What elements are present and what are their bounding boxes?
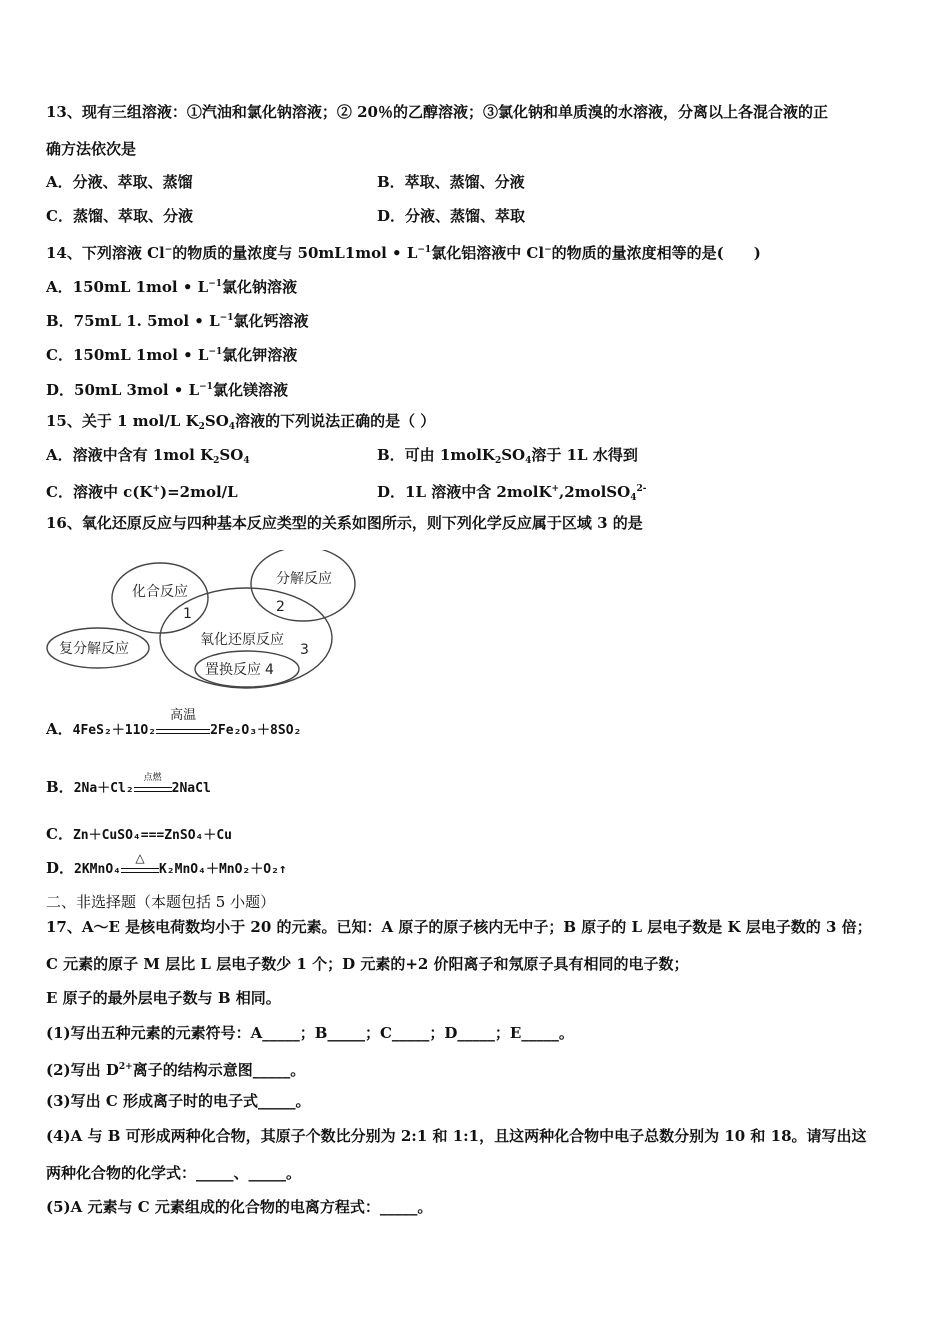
q16-option-b: B．2Na＋Cl₂ 点燃 2NaCl xyxy=(46,773,211,796)
q17-part5: (5)A 元素与 C 元素组成的化合物的电离方程式：_____。 xyxy=(46,1198,433,1216)
q17-part3: (3)写出 C 形成离子时的电子式_____。 xyxy=(46,1092,311,1110)
q17-stem-line1: 17、A～E 是核电荷数均小于 20 的元素。已知：A 原子的原子核内无中子；B 原子的 L 层电子数是 K 层电子数的 3 倍； xyxy=(46,918,872,936)
heat-condition: △ xyxy=(121,861,159,873)
q16-option-d: D．2KMnO₄ △ K₂MnO₄＋MnO₂＋O₂↑ xyxy=(46,851,287,877)
region-2-label: 2 xyxy=(276,599,285,615)
ignite-condition: 点燃 xyxy=(134,780,172,792)
q14-option-c: C．150mL 1mol • $L^{-1}$氯化钾溶液 xyxy=(46,346,298,364)
q17-part2: (2)写出 $D^{2+}$离子的结构示意图_____。 xyxy=(46,1061,306,1079)
q17-stem-line3: E 原子的最外层电子数与 B 相同。 xyxy=(46,989,281,1007)
combination-label: 化合反应 xyxy=(132,584,188,600)
decomposition-label: 分解反应 xyxy=(276,571,332,587)
q14-stem: 14、下列溶液 Cl−的物质的量浓度与 50mL1mol • $L^{-1}$氯化铝溶液中 Cl−的物质的量浓度相等的是( ) xyxy=(46,244,761,262)
q16-option-c: C．Zn＋CuSO₄===ZnSO₄＋Cu xyxy=(46,825,233,843)
q15-option-a: A．溶液中含有 1mol $K_2SO_4$ xyxy=(46,446,250,466)
q13-option-a: A．分液、萃取、蒸馏 xyxy=(46,173,193,191)
redox-label: 氧化还原反应 xyxy=(200,632,284,648)
q13-option-d: D．分液、蒸馏、萃取 xyxy=(377,207,526,225)
q17-part4-line2: 两种化合物的化学式：_____、_____。 xyxy=(46,1164,302,1182)
q15-option-d: D．1L 溶液中含 2molK+,2molSO$_4^{2-}$ xyxy=(377,483,647,503)
section-2-heading: 二、非选择题（本题包括 5 小题） xyxy=(46,893,276,911)
q14-option-b: B．75mL 1. 5mol • $L^{-1}$氯化钙溶液 xyxy=(46,312,309,330)
q15-option-b: B．可由 $1molK_2SO_4$溶于 1L 水得到 xyxy=(377,446,638,466)
q13-stem-line1: 13、现有三组溶液：①汽油和氯化钠溶液；② 20％的乙醇溶液；③氯化钠和单质溴的水溶液，分离以上各混合液的正 xyxy=(46,103,828,121)
q14-option-a: A．150mL 1mol • $L^{-1}$氯化钠溶液 xyxy=(46,278,298,296)
high-temp-condition: 高温 xyxy=(156,722,210,734)
single-replacement-label: 置换反应 xyxy=(205,662,261,678)
q13-option-b: B．萃取、蒸馏、分液 xyxy=(377,173,525,191)
q14-option-d: D．50mL 3mol • $L^{-1}$氯化镁溶液 xyxy=(46,381,288,399)
q16-option-a: A．4FeS₂＋11O₂ 高温 2Fe₂O₃＋8SO₂ xyxy=(46,708,302,738)
q17-stem-line2: C 元素的原子 M 层比 L 层电子数少 1 个；D 元素的+2 价阳离子和氖原子具有相同的电子数； xyxy=(46,955,689,973)
q13-stem-line2: 确方法依次是 xyxy=(46,140,137,158)
q16-stem: 16、氧化还原反应与四种基本反应类型的关系如图所示，则下列化学反应属于区域 3 的是 xyxy=(46,514,643,532)
q17-part4-line1: (4)A 与 B 可形成两种化合物，其原子个数比分别为 2:1 和 1:1，且这两种化合物中电子总数分别为 10 和 18。请写出这 xyxy=(46,1127,867,1145)
double-replacement-label: 复分解反应 xyxy=(59,641,129,657)
q15-stem: 15、关于 1 mol/L $K_2SO_4$溶液的下列说法正确的是（ ） xyxy=(46,412,436,432)
region-4-label: 4 xyxy=(265,662,274,678)
q15-option-c: C．溶液中 c(K+)=2mol/L xyxy=(46,483,238,501)
q17-part1: (1)写出五种元素的元素符号：A_____；B_____；C_____；D_____；E_____。 xyxy=(46,1024,574,1042)
region-3-label: 3 xyxy=(300,642,309,658)
reaction-venn-diagram xyxy=(42,550,362,695)
q13-option-c: C．蒸馏、萃取、分液 xyxy=(46,207,193,225)
region-1-label: 1 xyxy=(183,606,192,622)
